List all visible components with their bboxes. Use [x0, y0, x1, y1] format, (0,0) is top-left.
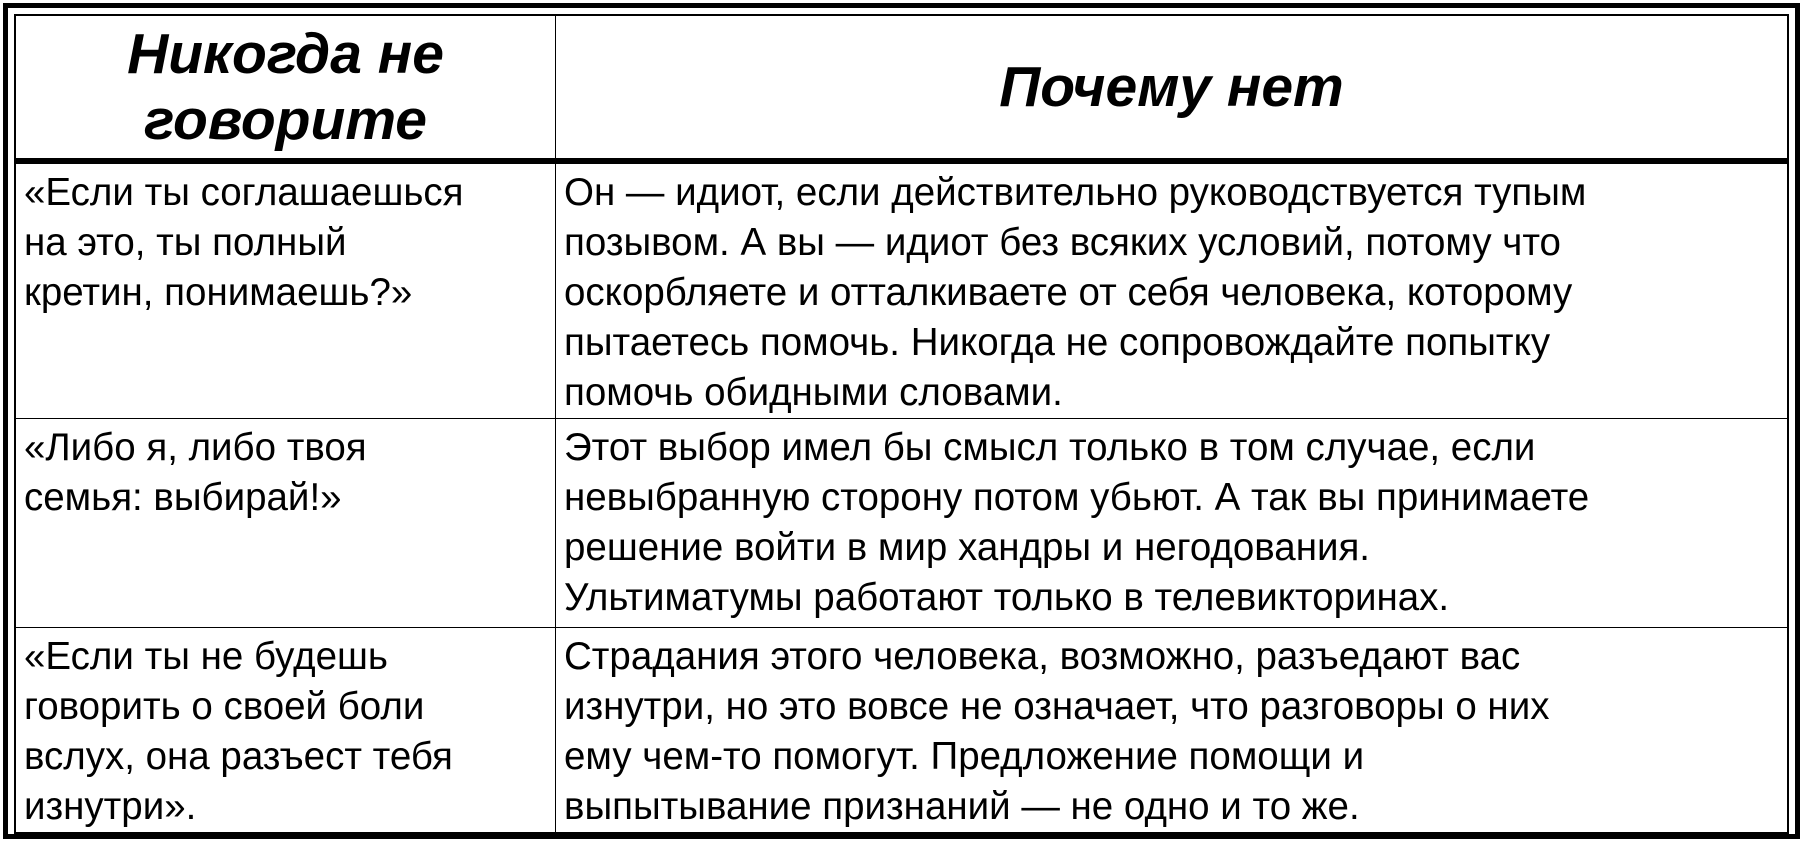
why-not-text: Он — идиот, если действительно руководствуется тупым позывом. А вы — идиот без всяких условий, потому что оскорбляете и отталкиваете от себя человека, которому пытаетесь помочь. Никогда не сопровождайте попытку помочь обидными словами.: [564, 170, 1587, 414]
header-why-not-text: Почему нет: [999, 54, 1344, 119]
why-not-cell: [556, 627, 1788, 832]
never-say-cell: [16, 419, 556, 627]
never-say-text: «Если ты соглашаешься на это, ты полный кретин, понимаешь?»: [24, 170, 464, 314]
never-say-cell: [16, 161, 556, 419]
why-not-cell: [556, 419, 1788, 627]
advice-table-frame: [3, 3, 1800, 839]
advice-table: [15, 15, 1788, 833]
why-not-text: Этот выбор имел бы смысл только в том случае, если невыбранную сторону потом убьют. А так вы принимаете решение войти в мир хандры и негодования. Ультиматумы работают только в телевикторинах.: [564, 426, 1590, 620]
table-header-row: [16, 16, 1788, 161]
header-why-not: [556, 16, 1788, 161]
header-never-say-text: Никогда не говорите: [127, 21, 444, 152]
table-row: [16, 161, 1788, 419]
table-row: [16, 419, 1788, 627]
header-never-say: [16, 16, 556, 161]
never-say-text: «Либо я, либо твоя семья: выбирай!»: [24, 426, 367, 520]
never-say-text: «Если ты не будешь говорить о своей боли вслух, она разъест тебя изнутри».: [24, 634, 453, 828]
advice-table-inner: [14, 14, 1789, 834]
never-say-cell: [16, 627, 556, 832]
why-not-cell: [556, 161, 1788, 419]
why-not-text: Страдания этого человека, возможно, разъедают вас изнутри, но это вовсе не означает, что разговоры о них ему чем-то помогут. Предложение помощи и выпытывание признаний — не одно и то же.: [564, 634, 1550, 828]
table-row: [16, 627, 1788, 832]
